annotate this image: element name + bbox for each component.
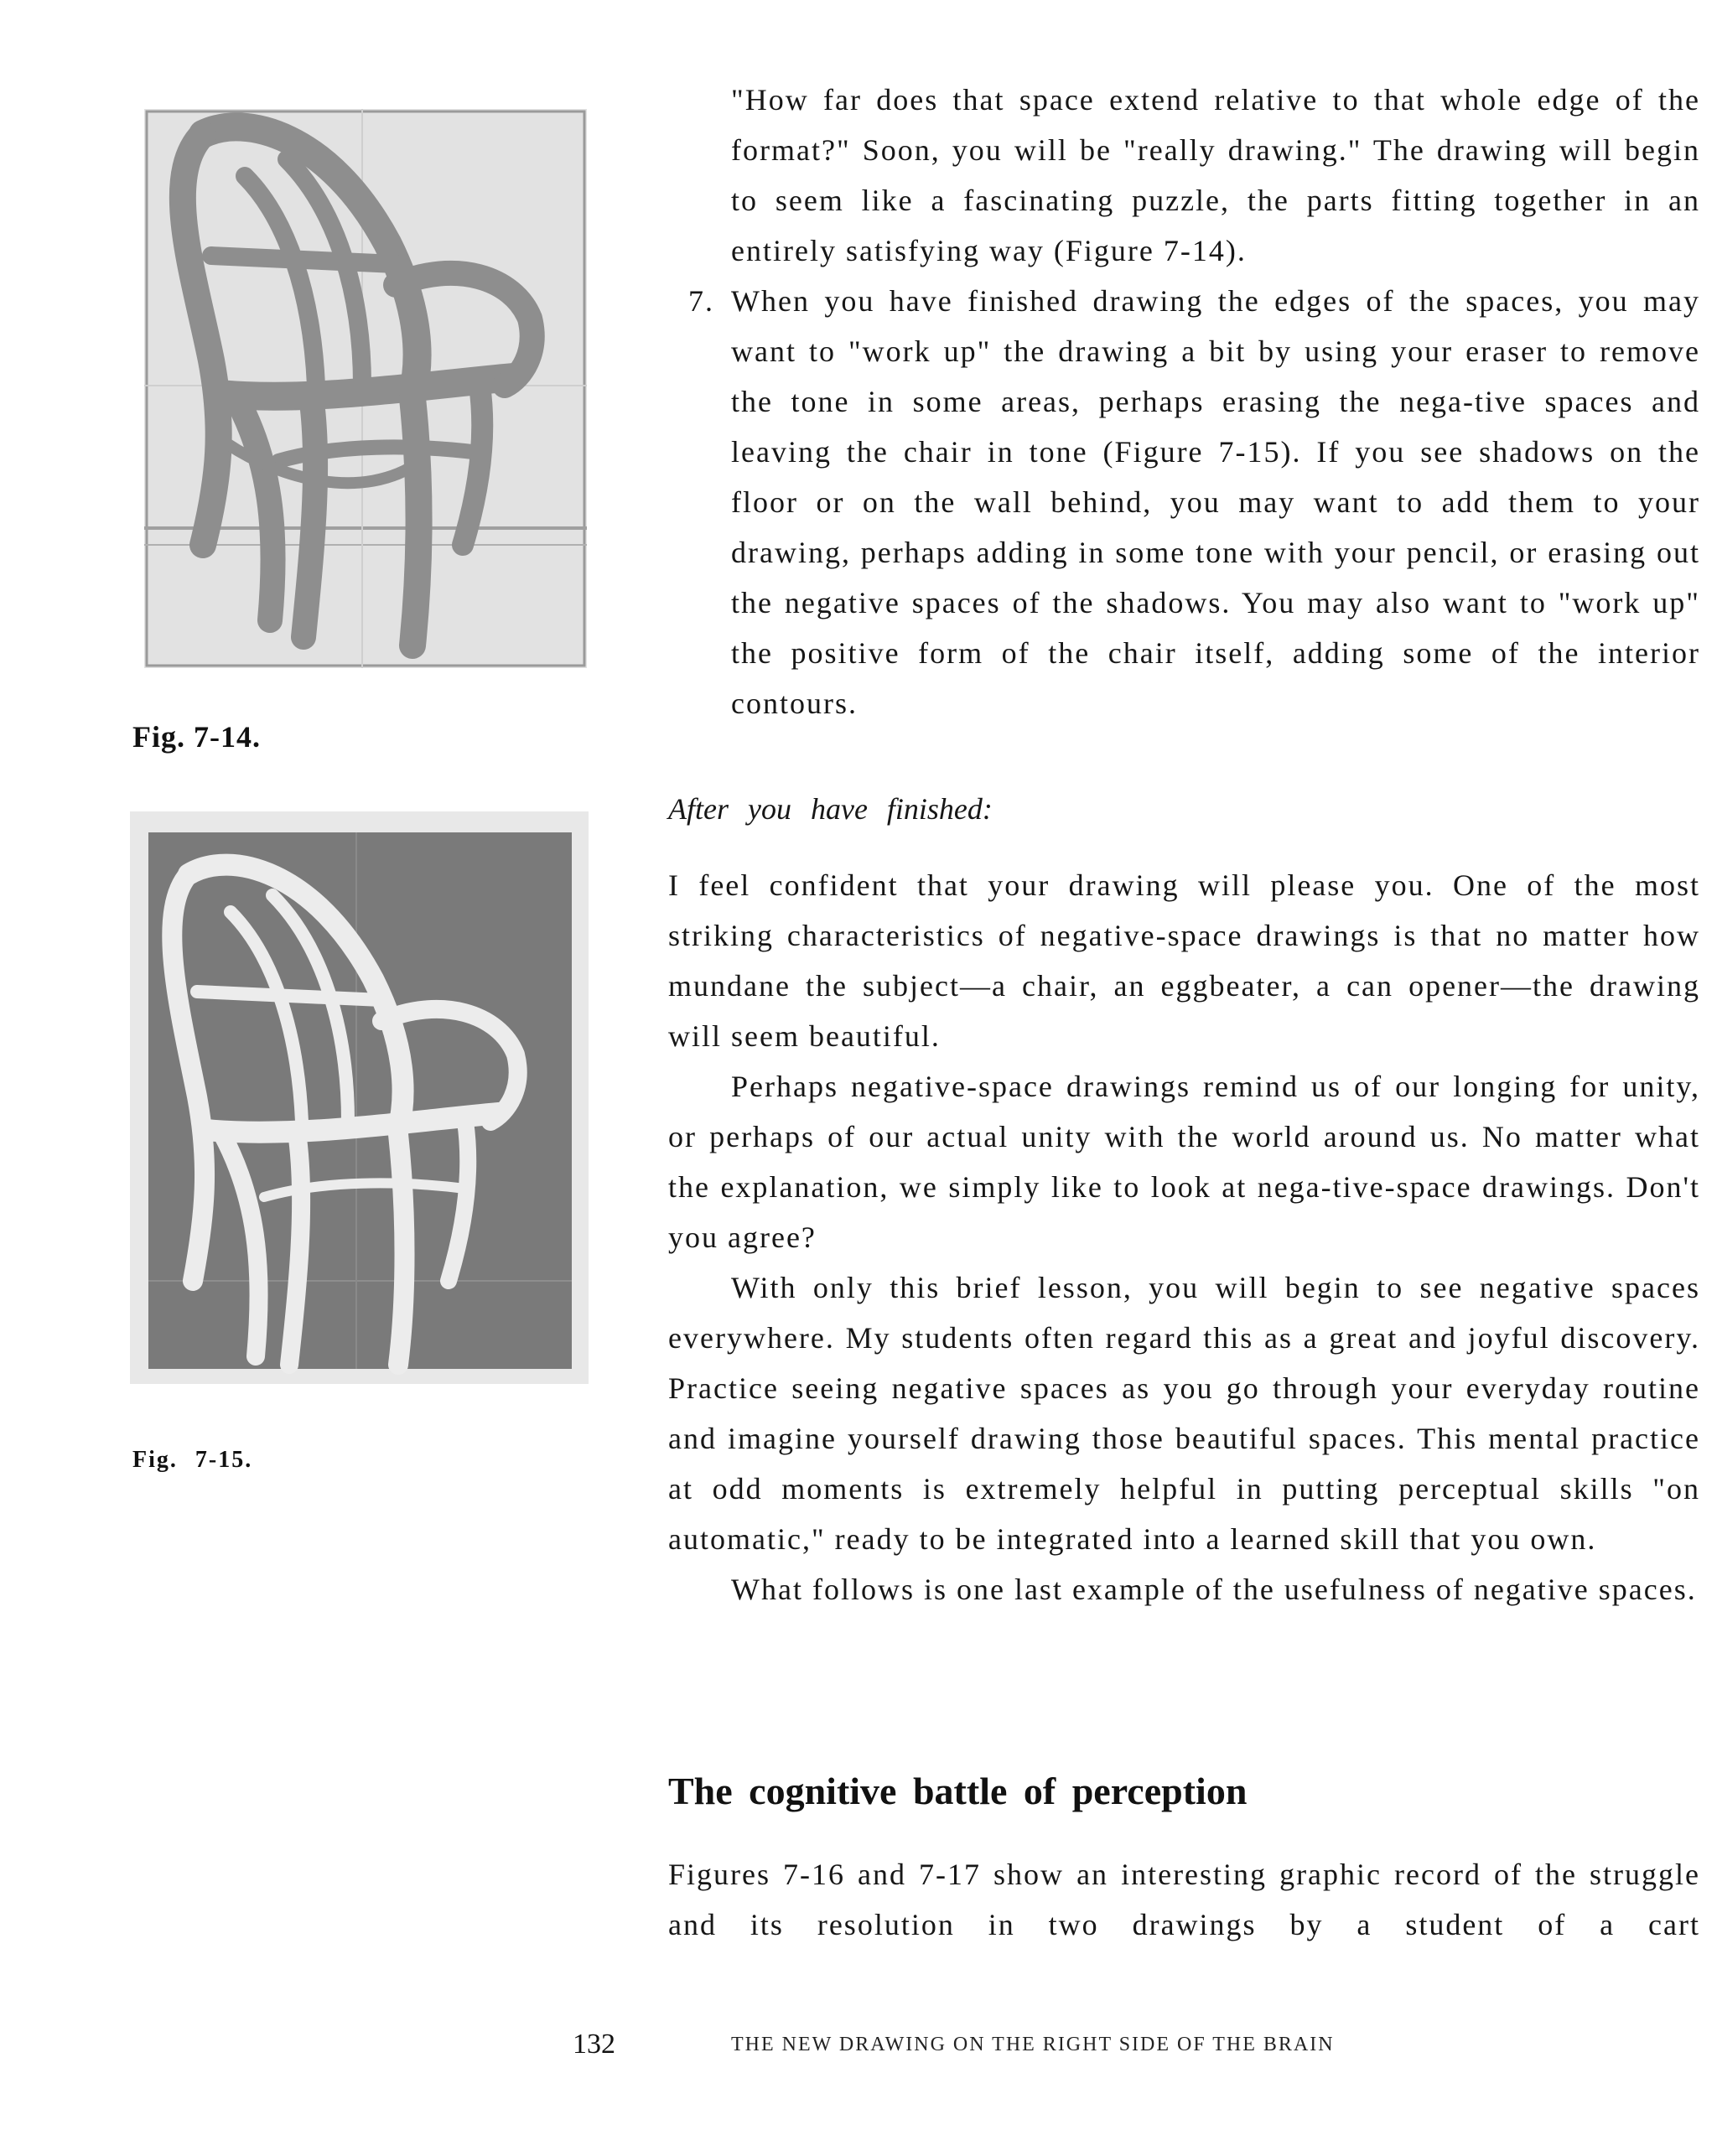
list-item-text: When you have finished drawing the edges of the spaces, you may want to "work up" the drawing a bit by using your eraser to remove the tone in some areas, perhaps erasing the nega-tive spaces and leaving the chair in tone (Figure 7-15). If you see shadows on the floor or on the wall behind, you may want to add them to your drawing, perhaps adding in some tone with your pencil, or erasing out the negative spaces of the shadows. You may also want to "work up" the positive form of the chair itself, adding some of the interior contours. [731, 284, 1700, 720]
continued-paragraph [731, 75, 1700, 276]
figure-7-15-caption: Fig. 7-15. [132, 1447, 253, 1473]
continued-paragraph-text: "How far does that space extend relative to that whole edge of the format?" Soon, you will be "really drawing." The drawing will begin to seem like a fascinating puzzle, the parts fitting together in an entirely satisfying way (Figure 7-14). [731, 83, 1700, 267]
chair-drawing-grey [144, 109, 587, 668]
figure-7-15 [130, 811, 589, 1384]
figure-7-14 [144, 109, 587, 668]
running-head: THE NEW DRAWING ON THE RIGHT SIDE OF THE BRAIN [731, 2034, 1335, 2055]
paragraph: With only this brief lesson, you will begin to see negative spaces everywhere. My students often regard this as a great and joyful discovery. Practice seeing negative spaces as you go through your everyday routine and imagine yourself drawing those beautiful spaces. This mental practice at odd moments is extremely helpful in putting perceptual skills "on automatic," ready to be integrated into a learned skill that you own. [668, 1271, 1700, 1556]
body-paragraphs [668, 860, 1700, 1614]
list-item-number: 7. [688, 284, 714, 318]
section-paragraph [668, 1849, 1700, 1950]
page-number: 132 [573, 2029, 615, 2060]
paragraph: Figures 7-16 and 7-17 show an interesting graphic record of the struggle and its resolution in two drawings by a student of a cart [668, 1858, 1700, 1941]
after-heading: After you have finished: [668, 792, 993, 826]
figure-7-14-caption: Fig. 7-14. [132, 720, 261, 754]
chair-drawing-erased [130, 811, 589, 1384]
paragraph: What follows is one last example of the usefulness of negative spaces. [731, 1573, 1697, 1606]
paragraph: I feel confident that your drawing will please you. One of the most striking characteristics of negative-space drawings is that no matter how mundane the subject—a chair, an eggbeater, a can opener—the drawing will seem beautiful. [668, 868, 1700, 1053]
section-heading: The cognitive battle of perception [668, 1770, 1248, 1812]
paragraph: Perhaps negative-space drawings remind us of our longing for unity, or perhaps of our actual unity with the world around us. No matter what the explanation, we simply like to look at nega-tive-space drawings. Don't you agree? [668, 1070, 1700, 1254]
